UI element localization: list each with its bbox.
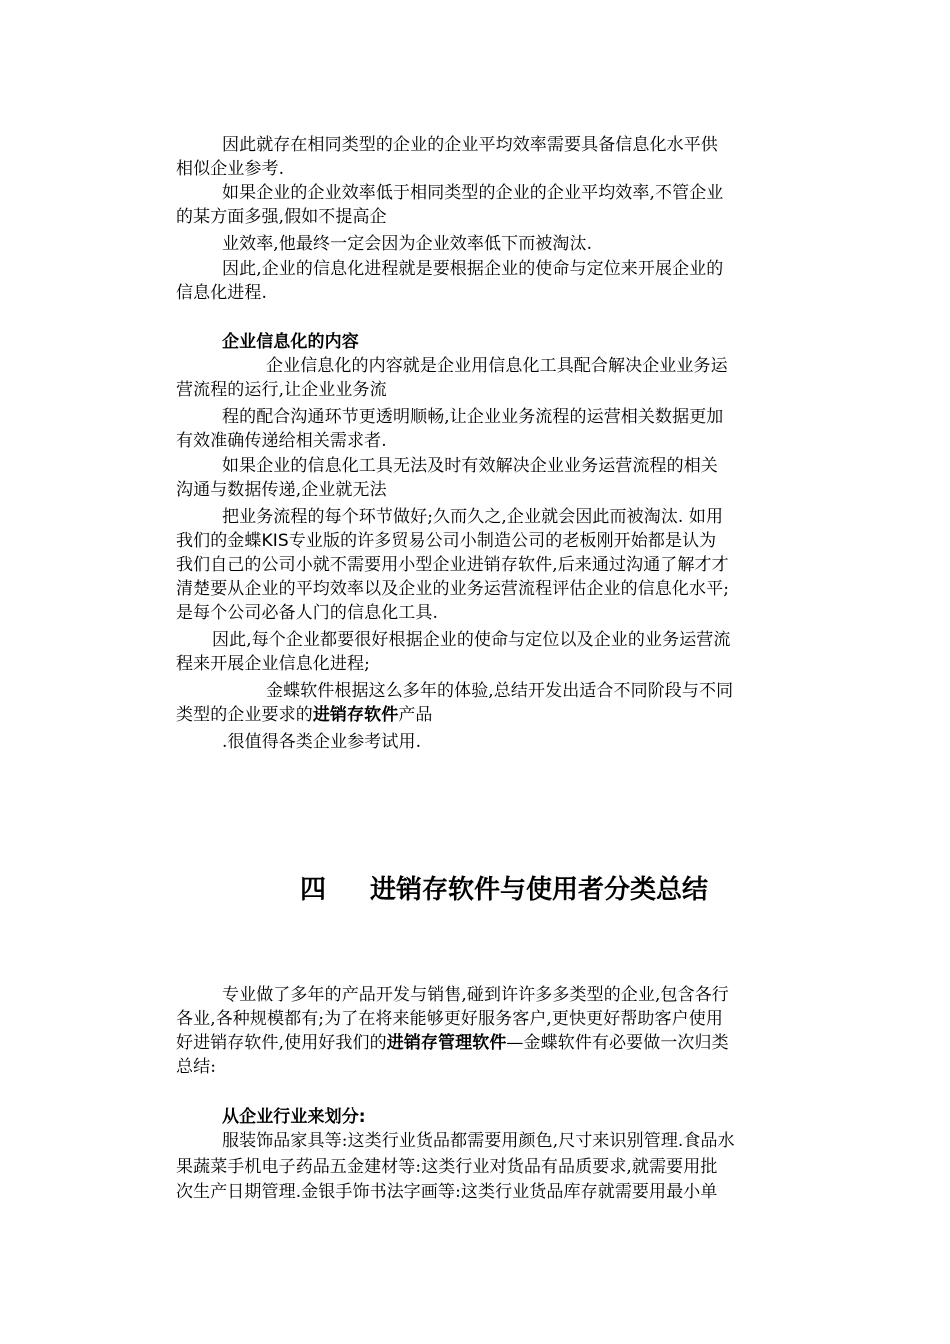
text-line: 总结: <box>176 1057 217 1077</box>
text-fragment: —金蝶软件有必要做一次归类 <box>506 1033 729 1053</box>
text-fragment: 专业版的许多贸易公司小制造公司的老板刚开始都是认为 <box>288 531 717 551</box>
text-line: 各业,各种规模都有;为了在将来能够更好服务客户,更快更好帮助客户使用 <box>176 1009 723 1029</box>
text-line: 因此,企业的信息化进程就是要根据企业的使命与定位来开展企业的 <box>222 259 724 279</box>
text-line: 程的配合沟通环节更透明顺畅,让企业业务流程的运营相关数据更加 <box>222 407 724 427</box>
text-line <box>176 529 716 553</box>
text-line: 次生产日期管理.金银手饰书法字画等:这类行业货品库存就需要用最小单 <box>176 1182 718 1202</box>
text-line: 营流程的运行,让企业业务流 <box>176 380 387 400</box>
text-line: 果蔬菜手机电子药品五金建材等:这类行业对货品有品质要求,就需要用批 <box>176 1157 718 1177</box>
text-fragment: 我们的金蝶 <box>176 531 262 551</box>
text-line: 沟通与数据传递,企业就无法 <box>176 480 387 500</box>
emphasis-text: 进销存软件 <box>312 705 399 725</box>
chapter-title: 进销存软件与使用者分类总结 <box>370 875 709 905</box>
text-line <box>176 1031 729 1055</box>
text-line: 因此就存在相同类型的企业的企业平均效率需要具备信息化水平供 <box>222 135 718 155</box>
text-line: 相似企业参考. <box>176 159 285 179</box>
text-line: 企业信息化的内容就是企业用信息化工具配合解决企业业务运 <box>266 356 728 376</box>
text-line: 程来开展企业信息化进程; <box>176 654 370 674</box>
text-fragment: 类型的企业要求的 <box>176 705 313 725</box>
text-line: 信息化进程. <box>176 283 268 303</box>
text-line: 因此,每个企业都要很好根据企业的使命与定位以及企业的业务运营流 <box>212 630 731 650</box>
text-line: 服装饰品家具等:这类行业货品都需要用颜色,尺寸来识别管理.食品水 <box>222 1131 735 1151</box>
text-line: 是每个公司必备人门的信息化工具. <box>176 603 439 623</box>
text-fragment: 好进销存软件,使用好我们的 <box>176 1033 387 1053</box>
text-line: .很值得各类企业参考试用. <box>222 732 422 752</box>
emphasis-text: 进销存管理软件 <box>386 1033 507 1053</box>
text-line <box>176 703 433 727</box>
product-name-kis: KIS <box>261 531 289 551</box>
text-line: 清楚要从企业的平均效率以及企业的业务运营流程评估企业的信息化水平; <box>176 579 730 599</box>
text-line: 业效率,他最终一定会因为企业效率低下而被淘汰. <box>222 234 593 254</box>
chapter-number: 四 <box>300 875 327 905</box>
text-line: 如果企业的信息化工具无法及时有效解决企业业务运营流程的相关 <box>222 456 718 476</box>
text-line: 如果企业的企业效率低于相同类型的企业的企业平均效率,不管企业 <box>222 183 724 203</box>
section-heading: 企业信息化的内容 <box>222 332 359 352</box>
text-line: 专业做了多年的产品开发与销售,碰到许许多多类型的企业,包含各行 <box>222 985 729 1005</box>
section-heading: 从企业行业来划分: <box>222 1107 366 1127</box>
text-line: 把业务流程的每个环节做好;久而久之,企业就会因此而被淘汰. 如用 <box>222 507 724 527</box>
text-line: 有效准确传递给相关需求者. <box>176 431 387 451</box>
text-line: 的某方面多强,假如不提高企 <box>176 207 387 227</box>
text-line: 金蝶软件根据这么多年的体验,总结开发出适合不同阶段与不同 <box>266 681 734 701</box>
text-line: 我们自己的公司小就不需要用小型企业进销存软件,后来通过沟通了解才才 <box>176 555 729 575</box>
text-fragment: 产品 <box>398 705 433 725</box>
